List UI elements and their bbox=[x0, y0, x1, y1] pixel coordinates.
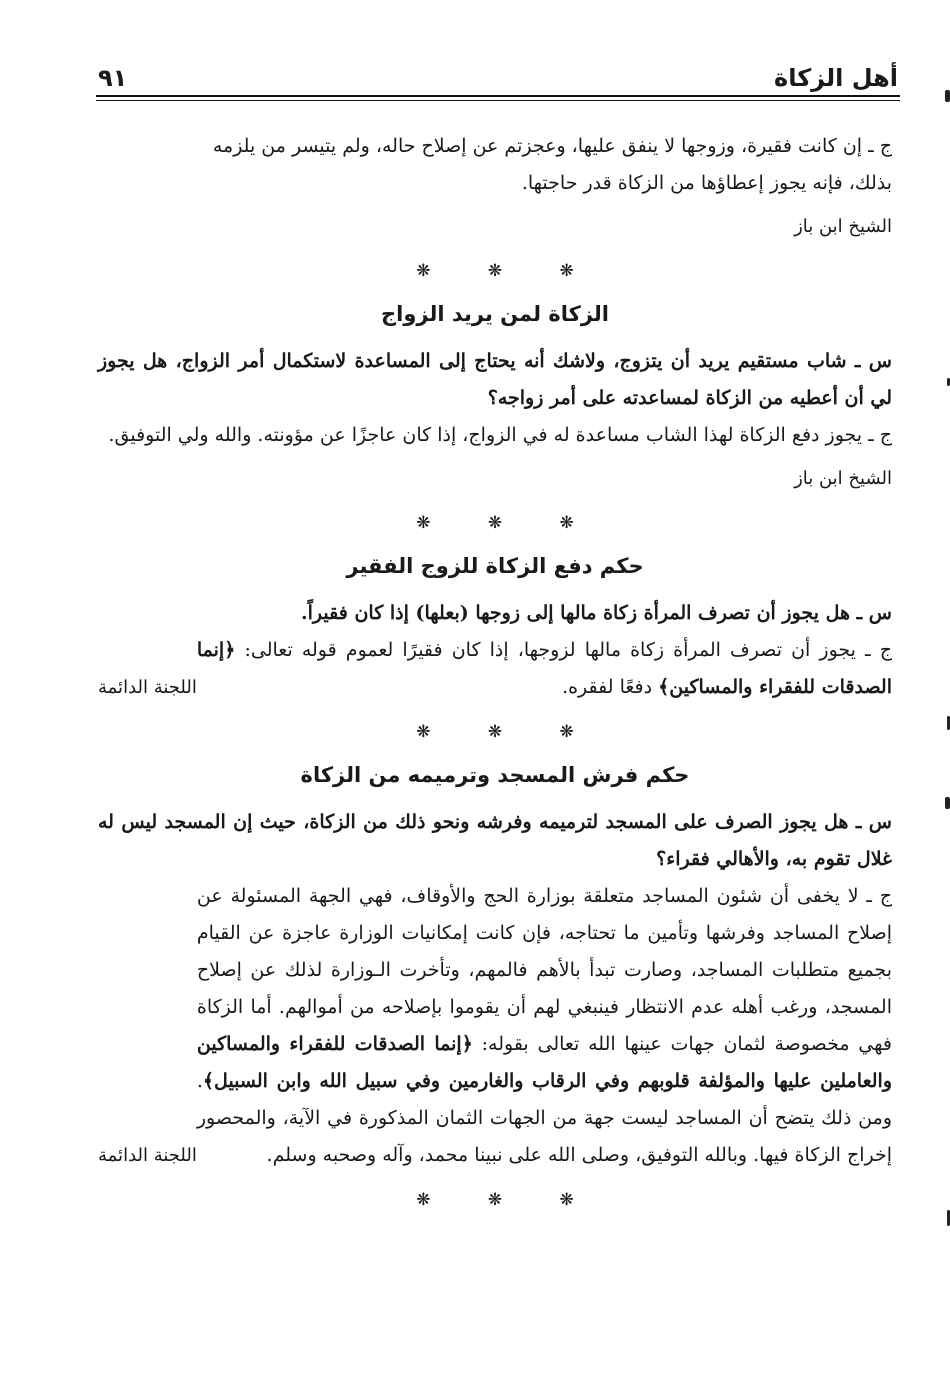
page-number: ٩١ bbox=[98, 64, 128, 92]
fatwa-signature: اللجنة الدائمة bbox=[98, 1145, 197, 1166]
header-rule-thick bbox=[96, 95, 900, 97]
fatwa-signature: الشيخ ابن باز bbox=[794, 216, 892, 237]
intro-answer-line: ج ـ إن كانت فقيرة، وزوجها لا ينفق عليها، وعجزتم عن إصلاح حاله، ولم يتيسر من يلزمه bbox=[212, 135, 892, 157]
fatwa-signature: الشيخ ابن باز bbox=[794, 468, 892, 489]
section-title: الزكاة لمن يريد الزواج bbox=[381, 302, 609, 326]
section-title: حكم دفع الزكاة للزوج الفقير bbox=[346, 554, 644, 578]
answer-text-part: دفعًا لفقره. bbox=[562, 676, 659, 698]
header-rule-thin bbox=[96, 100, 900, 101]
question-text: س ـ شاب مستقيم يريد أن يتزوج، ولاشك أنه يحتاج إلى المساعدة لاستكمال أمر الزواج، هل يجوز لي أن أعطيه من الزكاة لمساعدته على أمر زواجه؟ bbox=[98, 350, 892, 409]
book-title: أهل الزكاة bbox=[774, 64, 898, 92]
answer-text bbox=[197, 878, 892, 1174]
running-header bbox=[98, 58, 898, 92]
answer-with-signature bbox=[98, 878, 892, 1174]
quran-verse: ﴿إنما الصدقات للفقراء والمساكين والعاملين عليها والمؤلفة قلوبهم وفي الرقاب والغارمين وفي سبيل الله وابن السبيل﴾ bbox=[196, 1033, 892, 1092]
section-separator: ❋ ❋ ❋ bbox=[416, 722, 600, 742]
answer-with-signature bbox=[98, 632, 892, 706]
answer-text bbox=[197, 632, 892, 706]
scan-edge-mark bbox=[945, 90, 950, 102]
answer-text: ج ـ يجوز دفع الزكاة لهذا الشاب مساعدة له في الزواج، إذا كان عاجزًا عن مؤونته. والله ولي التوفيق. bbox=[108, 424, 892, 446]
section-separator: ❋ ❋ ❋ bbox=[416, 261, 600, 281]
page-body bbox=[98, 128, 892, 1225]
question-text: س ـ هل يجوز الصرف على المسجد لترميمه وفرشه ونحو ذلك من الزكاة، حيث إن المسجد ليس له غلال تقوم به، والأهالي فقراء؟ bbox=[98, 811, 892, 870]
scan-edge-mark bbox=[945, 797, 950, 809]
fatwa-signature: اللجنة الدائمة bbox=[98, 677, 197, 698]
question-text: س ـ هل يجوز أن تصرف المرأة زكاة مالها إلى زوجها (بعلها) إذا كان فقيراً. bbox=[301, 602, 892, 624]
section-separator: ❋ ❋ ❋ bbox=[416, 513, 600, 533]
section-separator: ❋ ❋ ❋ bbox=[416, 1190, 600, 1210]
quran-verse: ﴿إنما الصدقات للفقراء والمساكين﴾ bbox=[196, 639, 892, 698]
answer-text-part: ج ـ لا يخفى أن شئون المساجد متعلقة بوزارة الحج والأوقاف، فهي الجهة المسئولة عن إصلاح المساجد وفرشها وتأمين ما تحتاجه، فإن كانت إمكانيات الوزارة عاجزة عن القيام بجميع متطلبات المساجد، وصارت تبدأ بالأهم فالمهم، وتأخرت الـوزارة لذلك عن إصلاح المسجد، ورغب أهله عدم الانتظار فينبغي لهم أن يقوموا بإصلاحه من أموالهم. أما الزكاة فهي مخصوصة لثمان جهات عينها الله تعالى بقوله: bbox=[196, 885, 892, 1055]
intro-answer-line: بذلك، فإنه يجوز إعطاؤها من الزكاة قدر حاجتها. bbox=[521, 172, 892, 194]
section-title: حكم فرش المسجد وترميمه من الزكاة bbox=[300, 763, 690, 787]
answer-text-part: ج ـ يجوز أن تصرف المرأة زكاة مالها لزوجها، إذا كان فقيرًا لعموم قوله تعالى: bbox=[235, 639, 892, 661]
answer-text-part: . ومن ذلك يتضح أن المساجد ليست جهة من الجهات الثمان المذكورة في الآية، والمحصور إخراج الزكاة فيها. وبالله التوفيق، وصلى الله على نبينا محمد، وآله وصحبه وسلم. bbox=[196, 1070, 892, 1166]
